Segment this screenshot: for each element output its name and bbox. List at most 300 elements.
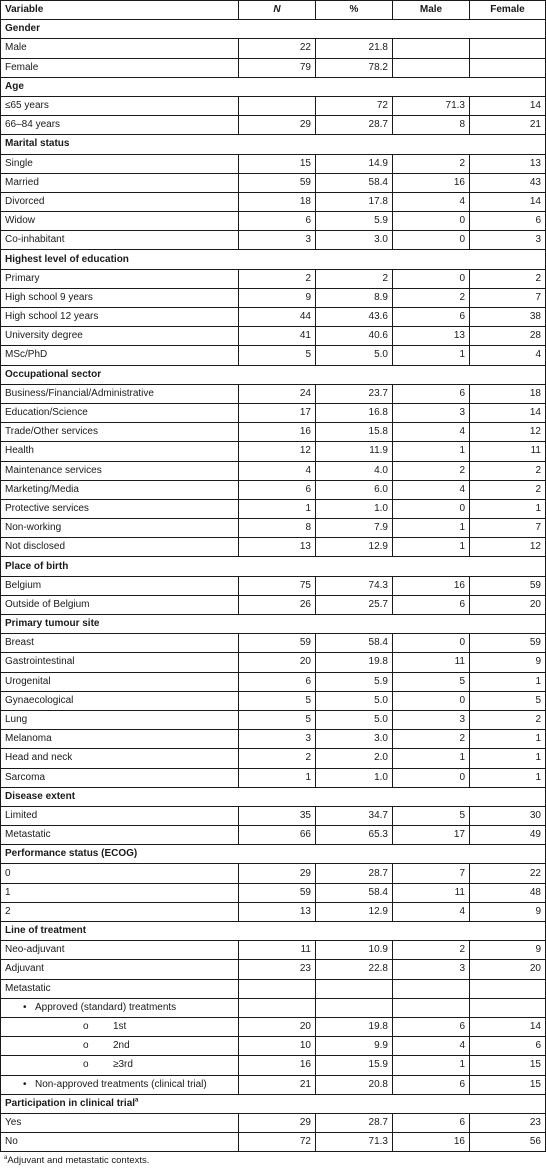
row-label-text: High school 12 years — [5, 311, 99, 323]
row-label — [1, 96, 239, 115]
cell-female: 9 — [470, 902, 546, 921]
cell-female: 22 — [470, 864, 546, 883]
cell-percent: 1.0 — [316, 499, 393, 518]
cell-female: 14 — [470, 192, 546, 211]
cell-n: 5 — [239, 346, 316, 365]
row-label-text: Belgium — [5, 579, 42, 591]
table-row — [1, 423, 546, 442]
cell-male: 2 — [393, 941, 470, 960]
cell-n: 44 — [239, 308, 316, 327]
row-label — [1, 288, 239, 307]
cell-male — [393, 58, 470, 77]
cell-male: 1 — [393, 519, 470, 538]
table-row — [1, 979, 546, 998]
cell-male: 4 — [393, 423, 470, 442]
section-row — [1, 250, 546, 269]
cell-female: 9 — [470, 653, 546, 672]
cell-female: 1 — [470, 749, 546, 768]
cell-female: 49 — [470, 826, 546, 845]
cell-percent: 12.9 — [316, 538, 393, 557]
header-male: Male — [393, 1, 470, 20]
cell-male: 7 — [393, 864, 470, 883]
cell-n: 12 — [239, 442, 316, 461]
cell-n: 5 — [239, 710, 316, 729]
table-row — [1, 576, 546, 595]
section-label-text: Disease extent — [5, 790, 76, 802]
cell-male: 0 — [393, 499, 470, 518]
table-row — [1, 941, 546, 960]
row-label — [1, 691, 239, 710]
row-label-text: Marketing/Media — [5, 483, 79, 495]
cell-n: 26 — [239, 595, 316, 614]
cell-n: 72 — [239, 1133, 316, 1152]
cell-female: 20 — [470, 960, 546, 979]
cell-percent: 71.3 — [316, 1133, 393, 1152]
section-label-text: Line of treatment — [5, 925, 87, 937]
cell-percent: 40.6 — [316, 327, 393, 346]
cell-n: 6 — [239, 672, 316, 691]
cell-n: 1 — [239, 499, 316, 518]
cell-female: 2 — [470, 480, 546, 499]
row-label-text: Primary — [5, 272, 40, 284]
header-female: Female — [470, 1, 546, 20]
row-label — [1, 768, 239, 787]
list-marker: • — [23, 1078, 27, 1090]
cell-female: 30 — [470, 806, 546, 825]
row-label-text: Business/Financial/Administrative — [5, 387, 154, 399]
section-label — [1, 845, 546, 864]
section-label — [1, 77, 546, 96]
section-label — [1, 787, 546, 806]
cell-male: 11 — [393, 653, 470, 672]
row-label-text: Adjuvant — [5, 963, 44, 975]
cell-male: 6 — [393, 595, 470, 614]
cell-male: 3 — [393, 403, 470, 422]
list-marker: • — [23, 1001, 27, 1013]
table-row — [1, 710, 546, 729]
cell-percent: 72 — [316, 96, 393, 115]
table-row — [1, 154, 546, 173]
cell-female: 38 — [470, 308, 546, 327]
cell-male: 4 — [393, 192, 470, 211]
section-row — [1, 365, 546, 384]
cell-female: 20 — [470, 595, 546, 614]
cell-female: 7 — [470, 288, 546, 307]
cell-n: 22 — [239, 39, 316, 58]
cell-female — [470, 39, 546, 58]
row-label — [1, 672, 239, 691]
row-label — [1, 1075, 239, 1094]
cell-n: 6 — [239, 212, 316, 231]
cell-n — [239, 96, 316, 115]
section-row — [1, 615, 546, 634]
row-label-text: Single — [5, 157, 33, 169]
row-label — [1, 730, 239, 749]
cell-male: 4 — [393, 902, 470, 921]
cell-n: 6 — [239, 480, 316, 499]
cell-percent: 2.0 — [316, 749, 393, 768]
row-label-text: High school 9 years — [5, 291, 93, 303]
row-label-text: Outside of Belgium — [5, 598, 90, 610]
cell-percent: 6.0 — [316, 480, 393, 499]
cell-percent: 17.8 — [316, 192, 393, 211]
cell-percent: 74.3 — [316, 576, 393, 595]
row-label — [1, 576, 239, 595]
table-row — [1, 327, 546, 346]
table-row — [1, 538, 546, 557]
row-label — [1, 960, 239, 979]
cell-percent: 65.3 — [316, 826, 393, 845]
cell-female — [470, 58, 546, 77]
row-label-text: No — [5, 1136, 18, 1148]
row-label — [1, 941, 239, 960]
section-label — [1, 557, 546, 576]
table-row — [1, 1017, 546, 1036]
table-row — [1, 1113, 546, 1132]
cell-percent: 58.4 — [316, 173, 393, 192]
row-label-text: Non-approved treatments (clinical trial) — [35, 1078, 207, 1090]
section-label-text: Occupational sector — [5, 368, 102, 380]
table-footnote — [4, 1155, 149, 1166]
section-row — [1, 1094, 546, 1113]
cell-percent: 2 — [316, 269, 393, 288]
section-row — [1, 922, 546, 941]
row-label-text: Metastatic — [5, 982, 51, 994]
cell-male: 16 — [393, 1133, 470, 1152]
cell-percent: 43.6 — [316, 308, 393, 327]
row-label-text: Female — [5, 61, 39, 73]
cell-male: 0 — [393, 231, 470, 250]
cell-female: 14 — [470, 403, 546, 422]
row-label — [1, 116, 239, 135]
table-row — [1, 902, 546, 921]
table-row — [1, 461, 546, 480]
row-label — [1, 384, 239, 403]
cell-percent: 19.8 — [316, 653, 393, 672]
cell-n: 13 — [239, 538, 316, 557]
cell-n: 13 — [239, 902, 316, 921]
table-row — [1, 192, 546, 211]
row-label — [1, 1017, 239, 1036]
cell-male: 4 — [393, 480, 470, 499]
cell-n: 29 — [239, 864, 316, 883]
table-row — [1, 173, 546, 192]
section-label — [1, 250, 546, 269]
header-n: N — [239, 1, 316, 20]
cell-male: 3 — [393, 710, 470, 729]
cell-n: 24 — [239, 384, 316, 403]
table-row — [1, 960, 546, 979]
row-label-text: Maintenance services — [5, 464, 102, 476]
row-label-text: Non-working — [5, 522, 62, 534]
cell-female: 1 — [470, 768, 546, 787]
cell-percent: 1.0 — [316, 768, 393, 787]
table-row — [1, 346, 546, 365]
header-variable: Variable — [1, 1, 239, 20]
cell-female: 11 — [470, 442, 546, 461]
cell-female: 12 — [470, 423, 546, 442]
table-row — [1, 308, 546, 327]
cell-n: 29 — [239, 116, 316, 135]
row-label — [1, 1133, 239, 1152]
row-label-text: ≤65 years — [5, 100, 49, 112]
cell-male: 1 — [393, 1056, 470, 1075]
section-label-text: Performance status (ECOG) — [5, 848, 138, 860]
cell-female: 14 — [470, 96, 546, 115]
cell-male: 2 — [393, 288, 470, 307]
row-label-text: Co-inhabitant — [5, 234, 65, 246]
cell-n: 16 — [239, 423, 316, 442]
section-label-text: Gender — [5, 23, 41, 35]
row-label — [1, 442, 239, 461]
cell-male: 0 — [393, 768, 470, 787]
cell-female: 4 — [470, 346, 546, 365]
row-label — [1, 499, 239, 518]
cell-percent: 3.0 — [316, 231, 393, 250]
row-label — [1, 883, 239, 902]
table-row — [1, 39, 546, 58]
row-label-text: Sarcoma — [5, 771, 46, 783]
row-label-text: Widow — [5, 215, 36, 227]
cell-female: 43 — [470, 173, 546, 192]
cell-male — [393, 979, 470, 998]
row-label-text: Not disclosed — [5, 541, 66, 553]
cell-male: 1 — [393, 749, 470, 768]
header-percent: % — [316, 1, 393, 20]
cell-male: 6 — [393, 1017, 470, 1036]
cell-female: 2 — [470, 710, 546, 729]
list-marker: o — [83, 1021, 89, 1033]
row-label — [1, 480, 239, 499]
cell-percent: 20.8 — [316, 1075, 393, 1094]
cell-female: 14 — [470, 1017, 546, 1036]
table-row — [1, 749, 546, 768]
cell-n: 11 — [239, 941, 316, 960]
cell-n: 9 — [239, 288, 316, 307]
cell-male: 0 — [393, 269, 470, 288]
table-row — [1, 1037, 546, 1056]
row-label-text: Approved (standard) treatments — [35, 1001, 177, 1013]
row-label-text: Melanoma — [5, 733, 52, 745]
cell-n: 20 — [239, 1017, 316, 1036]
cell-female: 28 — [470, 327, 546, 346]
cell-female: 1 — [470, 730, 546, 749]
row-label-text: MSc/PhD — [5, 349, 48, 361]
table-row — [1, 499, 546, 518]
footnote-marker: a — [4, 1154, 8, 1161]
cell-percent: 34.7 — [316, 806, 393, 825]
cell-male: 16 — [393, 576, 470, 595]
cell-n: 2 — [239, 269, 316, 288]
row-label-text: 2nd — [113, 1040, 130, 1052]
cell-female — [470, 998, 546, 1017]
row-label-text: Gastrointestinal — [5, 656, 75, 668]
cell-n: 15 — [239, 154, 316, 173]
section-row — [1, 845, 546, 864]
cell-female: 9 — [470, 941, 546, 960]
row-label-text: Protective services — [5, 502, 89, 514]
table-row — [1, 806, 546, 825]
table-row — [1, 442, 546, 461]
row-label-text: 1 — [5, 886, 11, 898]
table-row — [1, 403, 546, 422]
row-label-text: Gynaecological — [5, 694, 74, 706]
cell-n: 2 — [239, 749, 316, 768]
section-row — [1, 787, 546, 806]
row-label — [1, 749, 239, 768]
row-label — [1, 154, 239, 173]
cell-n: 21 — [239, 1075, 316, 1094]
cell-percent: 28.7 — [316, 864, 393, 883]
list-marker: o — [83, 1059, 89, 1071]
cell-male: 5 — [393, 806, 470, 825]
cell-female: 12 — [470, 538, 546, 557]
row-label-text: Metastatic — [5, 829, 51, 841]
cell-n: 75 — [239, 576, 316, 595]
row-label — [1, 538, 239, 557]
row-label-text: ≥3rd — [113, 1059, 133, 1071]
cell-male: 5 — [393, 672, 470, 691]
table-row — [1, 864, 546, 883]
cell-male: 16 — [393, 173, 470, 192]
row-label-text: Neo-adjuvant — [5, 944, 65, 956]
cell-male: 8 — [393, 116, 470, 135]
table-row — [1, 768, 546, 787]
row-label-text: Married — [5, 176, 39, 188]
cell-n: 10 — [239, 1037, 316, 1056]
row-label — [1, 710, 239, 729]
cell-percent: 19.8 — [316, 1017, 393, 1036]
row-label-text: Head and neck — [5, 752, 73, 764]
cell-n: 35 — [239, 806, 316, 825]
cell-male: 71.3 — [393, 96, 470, 115]
table-row — [1, 653, 546, 672]
cell-percent: 15.9 — [316, 1056, 393, 1075]
cell-male: 13 — [393, 327, 470, 346]
cell-male: 4 — [393, 1037, 470, 1056]
table-row — [1, 1056, 546, 1075]
section-label — [1, 922, 546, 941]
row-label — [1, 979, 239, 998]
cell-percent: 5.0 — [316, 691, 393, 710]
cell-female: 15 — [470, 1056, 546, 1075]
row-label — [1, 595, 239, 614]
cell-female: 23 — [470, 1113, 546, 1132]
cell-n: 41 — [239, 327, 316, 346]
row-label-text: Divorced — [5, 195, 45, 207]
cell-n: 3 — [239, 730, 316, 749]
table-row — [1, 595, 546, 614]
cell-percent: 28.7 — [316, 116, 393, 135]
cell-female: 18 — [470, 384, 546, 403]
section-label — [1, 1094, 546, 1113]
row-label — [1, 998, 239, 1017]
cell-female: 7 — [470, 519, 546, 538]
row-label — [1, 327, 239, 346]
table-row — [1, 288, 546, 307]
cell-male: 6 — [393, 308, 470, 327]
cell-male: 17 — [393, 826, 470, 845]
cell-percent: 14.9 — [316, 154, 393, 173]
cell-male: 6 — [393, 1075, 470, 1094]
row-label-text: Education/Science — [5, 407, 88, 419]
cell-male: 2 — [393, 730, 470, 749]
section-row — [1, 135, 546, 154]
cell-n: 59 — [239, 883, 316, 902]
table-row — [1, 269, 546, 288]
cell-percent — [316, 998, 393, 1017]
cell-female: 59 — [470, 576, 546, 595]
table-row — [1, 116, 546, 135]
section-label — [1, 365, 546, 384]
section-label — [1, 615, 546, 634]
row-label — [1, 269, 239, 288]
row-label — [1, 1113, 239, 1132]
table-row — [1, 58, 546, 77]
cell-percent: 5.9 — [316, 212, 393, 231]
cell-percent: 58.4 — [316, 883, 393, 902]
table-row — [1, 634, 546, 653]
row-label — [1, 212, 239, 231]
cell-percent: 9.9 — [316, 1037, 393, 1056]
cell-n: 59 — [239, 173, 316, 192]
cell-percent: 5.0 — [316, 710, 393, 729]
cell-n: 4 — [239, 461, 316, 480]
row-label-text: Lung — [5, 714, 28, 726]
cell-percent: 7.9 — [316, 519, 393, 538]
cell-percent: 28.7 — [316, 1113, 393, 1132]
cell-male: 6 — [393, 384, 470, 403]
cell-percent — [316, 979, 393, 998]
cell-male: 1 — [393, 442, 470, 461]
cell-n: 3 — [239, 231, 316, 250]
cell-male: 1 — [393, 346, 470, 365]
row-label — [1, 403, 239, 422]
table-row — [1, 826, 546, 845]
cell-percent: 15.8 — [316, 423, 393, 442]
row-label-text: University degree — [5, 330, 83, 342]
row-label-text: 0 — [5, 867, 11, 879]
cell-male: 0 — [393, 634, 470, 653]
cell-percent: 5.0 — [316, 346, 393, 365]
row-label — [1, 192, 239, 211]
cell-male: 2 — [393, 461, 470, 480]
header-row — [1, 1, 546, 20]
table-row — [1, 231, 546, 250]
table-header — [1, 1, 546, 20]
row-label — [1, 902, 239, 921]
cell-male: 3 — [393, 960, 470, 979]
section-label-text: Primary tumour site — [5, 618, 100, 630]
cell-n: 18 — [239, 192, 316, 211]
cell-percent: 21.8 — [316, 39, 393, 58]
cell-n: 23 — [239, 960, 316, 979]
cell-n: 20 — [239, 653, 316, 672]
cell-female: 13 — [470, 154, 546, 173]
section-label-text: Age — [5, 80, 24, 92]
row-label-text: Male — [5, 42, 27, 54]
row-label — [1, 423, 239, 442]
row-label — [1, 58, 239, 77]
cell-male — [393, 998, 470, 1017]
cell-n: 59 — [239, 634, 316, 653]
table-row — [1, 519, 546, 538]
cell-male: 0 — [393, 691, 470, 710]
section-label-text: Place of birth — [5, 560, 69, 572]
cell-percent: 8.9 — [316, 288, 393, 307]
row-label-text: 66–84 years — [5, 119, 61, 131]
row-label-text: 2 — [5, 905, 11, 917]
